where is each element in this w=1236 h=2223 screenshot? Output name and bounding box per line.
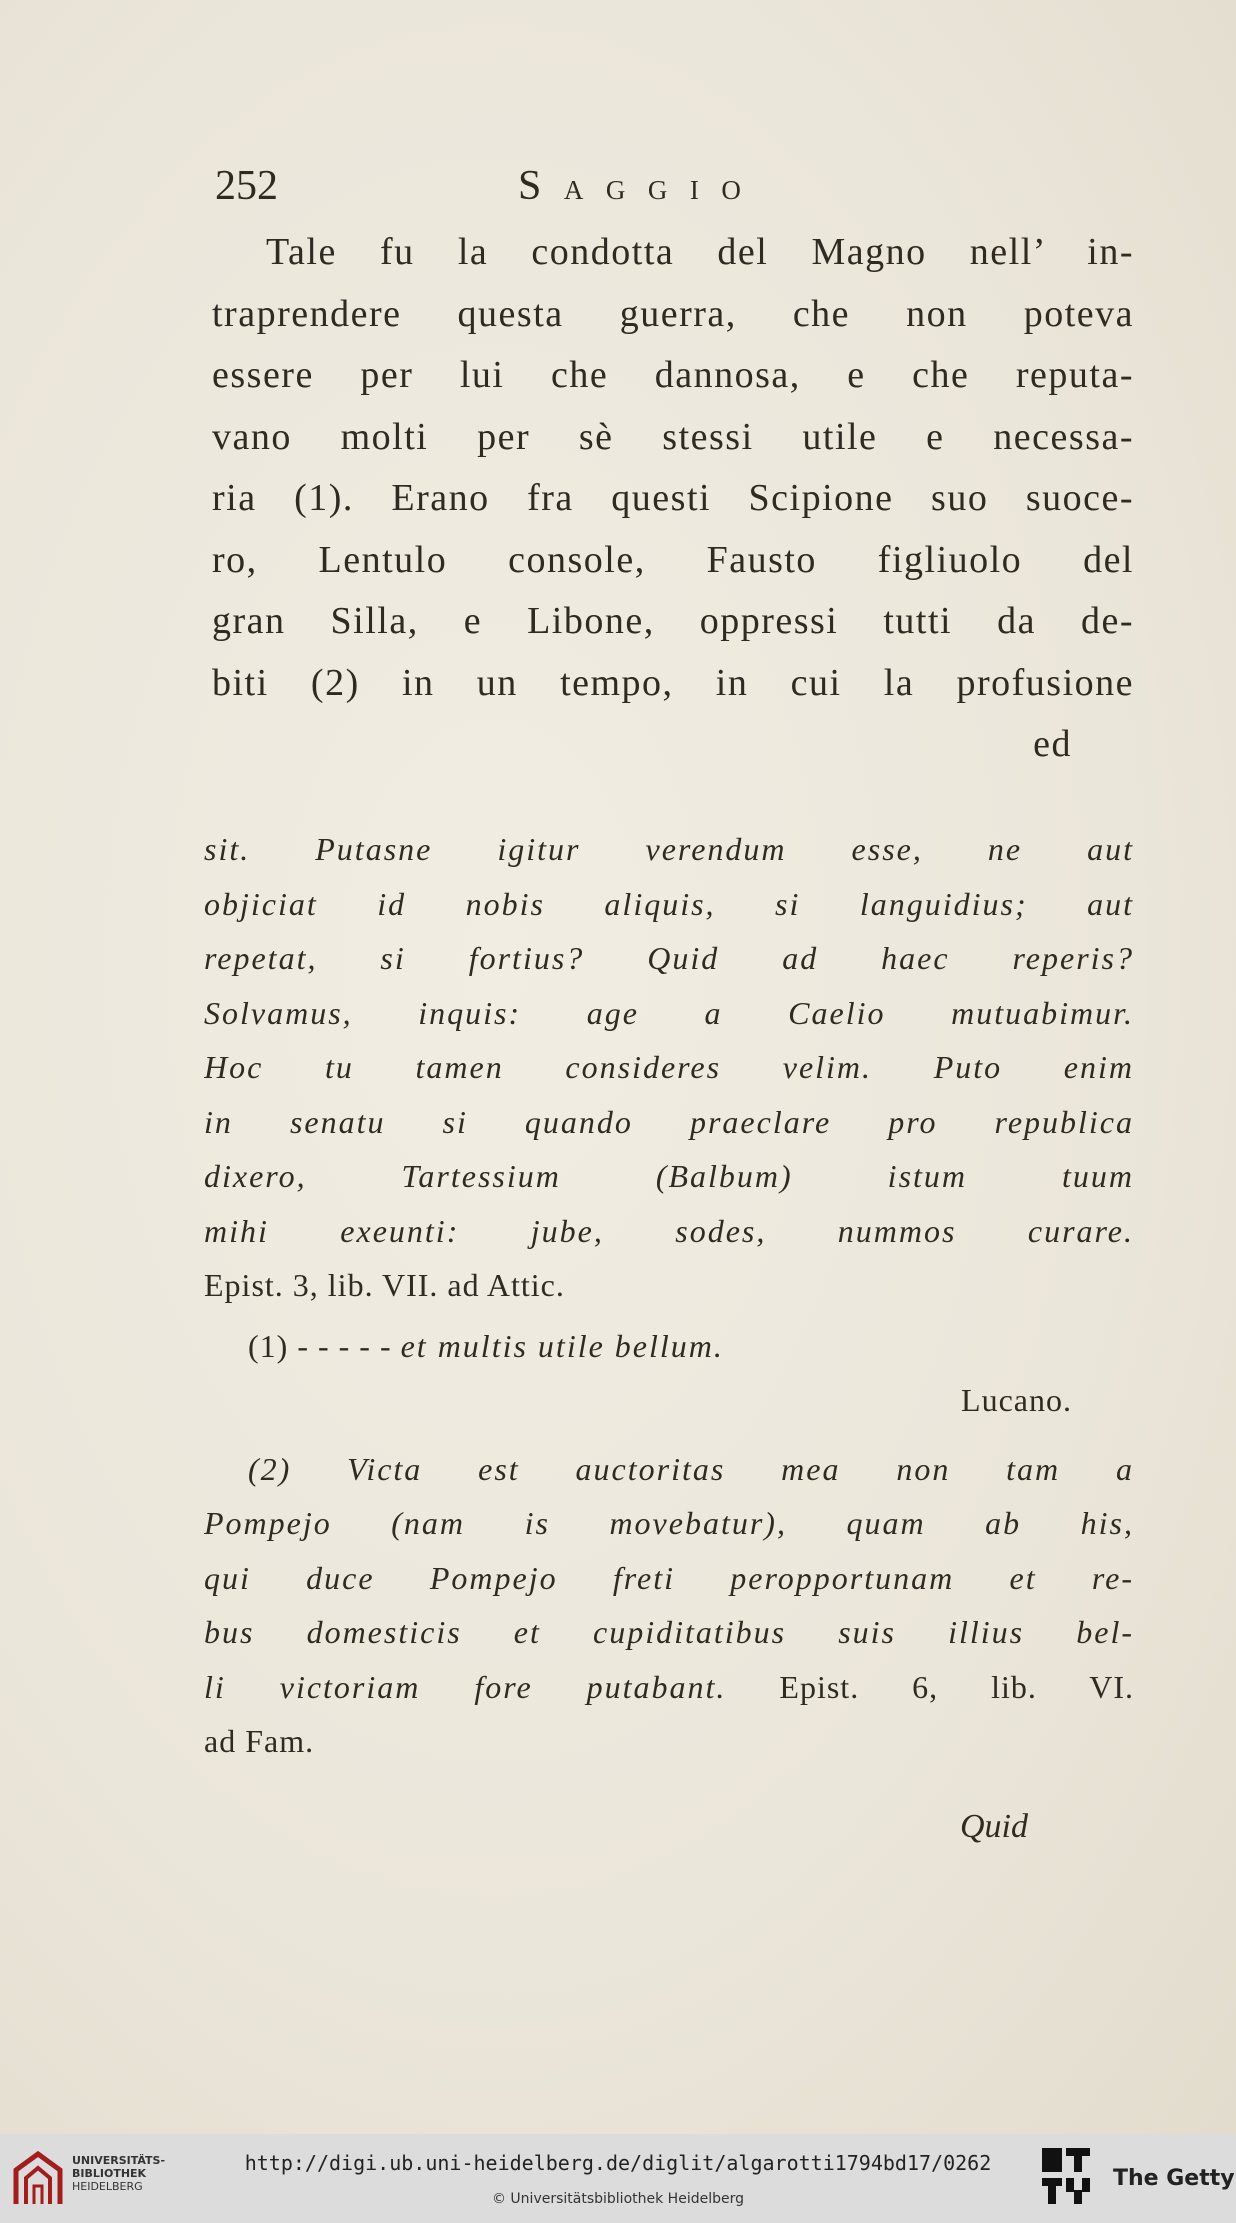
getty-name: The Getty [1113, 2166, 1235, 2191]
text-line: ro, Lentulo console, Fausto figliuolo del [212, 538, 1134, 581]
text-line: traprendere questa guerra, che non poteva [212, 292, 1134, 335]
catchword: ed [1033, 723, 1072, 765]
main-text-block [212, 222, 1134, 776]
note-line: repetat, si fortius? Quid ad haec reperis? [204, 940, 1134, 976]
note-line: (2) Victa est auctoritas mea non tam a [248, 1450, 1134, 1487]
viewer-footer [0, 2134, 1236, 2223]
text-line: gran Silla, e Libone, oppressi tutti da de- [212, 600, 1134, 642]
footnote-1 [204, 1319, 1134, 1374]
copyright-notice: © Universitätsbibliothek Heidelberg [491, 2191, 744, 2207]
running-header [215, 162, 1135, 222]
getty-logo-icon [1040, 2146, 1092, 2206]
footnotes [204, 822, 1134, 1769]
text-line: Tale fu la condotta del Magno nell’ in- [266, 231, 1134, 273]
note-reference: Epist. 3, lib. VII. ad Attic. [204, 1267, 565, 1303]
note-line: qui duce Pompejo freti peropportunam et re- [204, 1559, 1134, 1596]
note-line: Hoc tu tamen consideres velim. Puto enim [204, 1049, 1134, 1085]
note-line: dixero, Tartessium (Balbum) istum tuum [204, 1158, 1134, 1194]
text-line: biti (2) in un tempo, in cui la profusione [212, 661, 1134, 704]
note-line: sit. Putasne igitur verendum esse, ne aut [204, 831, 1134, 867]
footnote-1-source: Lucano. [961, 1382, 1072, 1418]
running-title: S A G G I O [518, 163, 742, 209]
page-number: 252 [215, 163, 278, 209]
text-line: ria (1). Erano fra questi Scipione suo suoce- [212, 477, 1134, 519]
library-name: UNIVERSITÄTS- BIBLIOTHEK HEIDELBERG [72, 2154, 166, 2193]
note-line: in senatu si quando praeclare pro republica [204, 1103, 1134, 1140]
note-line: li victoriam fore putabant. Epist. 6, lib. VI. [204, 1668, 1134, 1705]
text-line: vano molti per sè stessi utile e necessa- [212, 415, 1134, 458]
note-line: bus domesticis et cupiditatibus suis illius bel- [204, 1614, 1134, 1650]
note-line: mihi exeunti: jube, sodes, nummos curare. [204, 1212, 1134, 1249]
note-line: objiciat id nobis aliquis, si languidius; aut [204, 885, 1134, 922]
note-line: Pompejo (nam is movebatur), quam ab his, [204, 1505, 1134, 1541]
source-url-link[interactable]: http://digi.ub.uni-heidelberg.de/diglit/algarotti1794bd17/0262 [244, 2151, 992, 2175]
running-title-initial: S [518, 163, 542, 209]
footnote-1-quote: et multis utile bellum. [400, 1327, 724, 1364]
note-line: ad Fam. [204, 1723, 315, 1759]
note-line: Solvamus, inquis: age a Caelio mutuabimur. [204, 994, 1134, 1031]
footnote-1-marker: (1) - - - - - [248, 1327, 392, 1364]
text-line: essere per lui che dannosa, e che reputa- [212, 354, 1134, 396]
notes-catchword: Quid [960, 1808, 1028, 1845]
